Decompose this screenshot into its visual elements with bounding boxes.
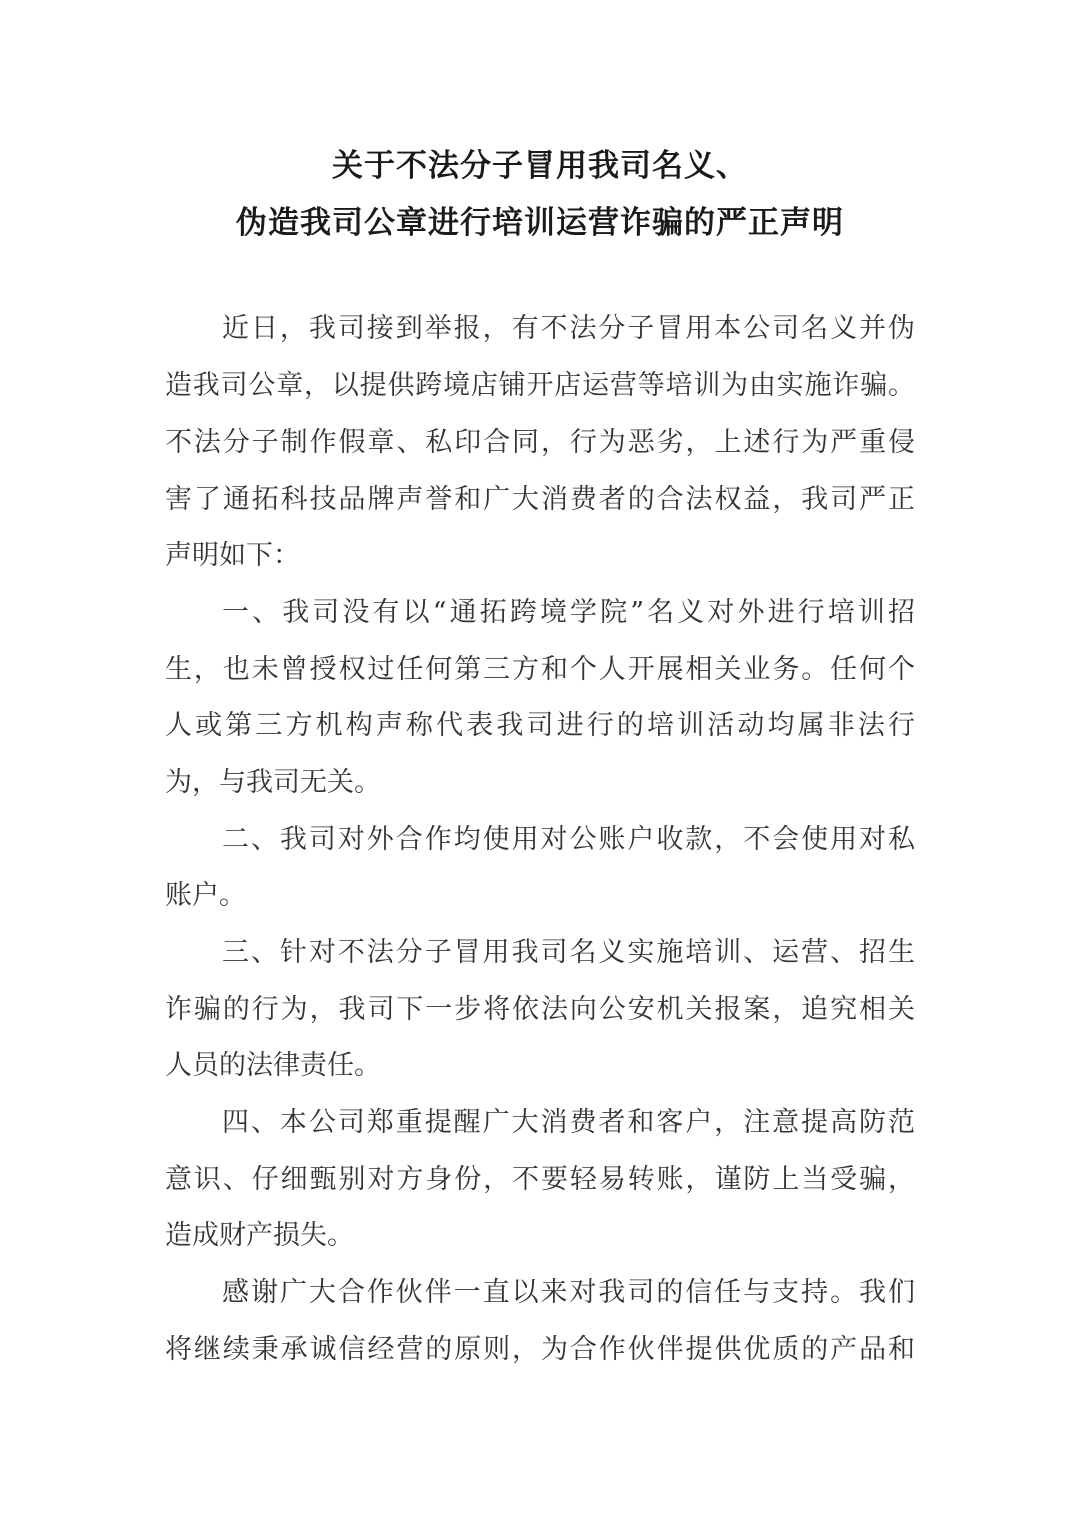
- paragraph-1-line-1: 近日，我司接到举报，有不法分子冒用本公司名义并伪: [222, 313, 915, 344]
- paragraph-1-line-5: 声明如下：: [165, 540, 300, 571]
- paragraph-2-line-1: 一、我司没有以“通拓跨境学院”名义对外进行培训招: [222, 597, 915, 628]
- paragraph-2-line-2: 生，也未曾授权过任何第三方和个人开展相关业务。任何个: [165, 654, 915, 685]
- paragraph-3-line-2: 账户。: [165, 880, 246, 911]
- paragraph-4-line-3: 人员的法律责任。: [165, 1050, 381, 1081]
- paragraph-1-line-3: 不法分子制作假章、私印合同，行为恶劣，上述行为严重侵: [165, 427, 915, 458]
- paragraph-1-line-4: 害了通拓科技品牌声誉和广大消费者的合法权益，我司严正: [165, 484, 915, 515]
- paragraph-6-line-2: 将继续秉承诚信经营的原则，为合作伙伴提供优质的产品和: [165, 1334, 915, 1365]
- paragraph-2-line-3: 人或第三方机构声称代表我司进行的培训活动均属非法行: [165, 710, 915, 741]
- paragraph-5-line-2: 意识、仔细甄别对方身份，不要轻易转账，谨防上当受骗，: [165, 1164, 915, 1195]
- paragraph-4-line-1: 三、针对不法分子冒用我司名义实施培训、运营、招生: [222, 937, 915, 968]
- document-title-line-2: 伪造我司公章进行培训运营诈骗的严正声明: [236, 205, 844, 241]
- paragraph-5-line-3: 造成财产损失。: [165, 1220, 354, 1251]
- document-title-line-1: 关于不法分子冒用我司名义、: [332, 148, 748, 184]
- paragraph-3-line-1: 二、我司对外合作均使用对公账户收款，不会使用对私: [222, 824, 915, 855]
- paragraph-4-line-2: 诈骗的行为，我司下一步将依法向公安机关报案，追究相关: [165, 994, 915, 1025]
- paragraph-1-line-2: 造我司公章，以提供跨境店铺开店运营等培训为由实施诈骗。: [165, 370, 915, 401]
- paragraph-5-line-1: 四、本公司郑重提醒广大消费者和客户，注意提高防范: [222, 1107, 915, 1138]
- paragraph-6-line-1: 感谢广大合作伙伴一直以来对我司的信任与支持。我们: [222, 1277, 915, 1308]
- paragraph-2-line-4: 为，与我司无关。: [165, 767, 381, 798]
